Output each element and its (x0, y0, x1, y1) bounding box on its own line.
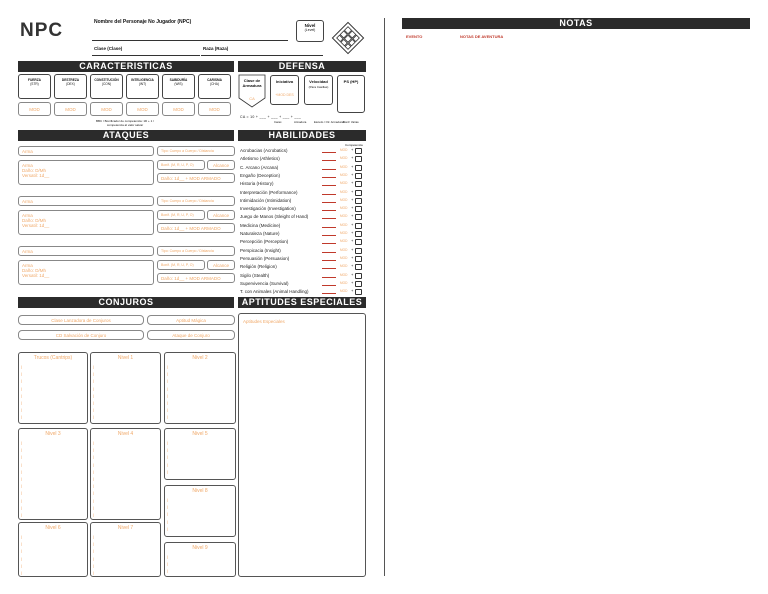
speed-sub: (Para Casillas) (308, 85, 329, 89)
plus-icon: + (351, 279, 354, 285)
skill-row-10[interactable] (322, 231, 362, 237)
skill-label: Sigilo (Stealth) (240, 272, 270, 278)
skills-header: HABILIDADES (238, 130, 366, 141)
spell-level-box-7[interactable] (90, 522, 161, 577)
stat-mod-value: MOD (29, 107, 40, 112)
skill-label: Medicina (Medicine) (240, 222, 281, 228)
skill-mod: MOD (340, 172, 348, 177)
skill-proficiency-checkbox[interactable] (355, 281, 362, 287)
spell-slot-lines: | | | | | (167, 497, 169, 531)
attack-damage: Daño: 1d__ + MOD ARMADO (161, 276, 221, 281)
skill-proficiency-checkbox[interactable] (355, 223, 362, 229)
skill-row-15[interactable] (322, 273, 362, 279)
skill-row-12[interactable] (322, 248, 362, 254)
spell-level-label: Nivel 1 (117, 355, 134, 361)
skill-mod-line (322, 218, 336, 219)
skill-label: Naturaleza (Nature) (240, 231, 280, 236)
skill-mod-line (322, 293, 336, 294)
spell-level-label: Nivel 3 (45, 431, 61, 437)
skill-mod-line (322, 169, 336, 170)
stat-abbr: (CON) (101, 82, 112, 86)
skill-proficiency-checkbox[interactable] (355, 273, 362, 279)
dnd-logo-icon (330, 18, 366, 58)
spell-level-label: Nivel 2 (192, 355, 208, 361)
ac-value: CA (249, 96, 255, 101)
plus-icon: + (351, 213, 354, 219)
skill-row-6[interactable] (322, 198, 362, 204)
stat-abbr: (WIS) (174, 82, 183, 86)
plus-icon: + (351, 188, 354, 194)
spell-level-label: Nivel 6 (45, 525, 61, 531)
skill-mod: MOD (340, 280, 348, 285)
skill-mod: MOD (340, 164, 348, 169)
stat-name: CARISMA (207, 78, 222, 82)
attack-type: Tipo: Cuerpo a Cuerpo / Distancia (161, 249, 214, 253)
attack-prop: Daño: D/Mh (22, 168, 47, 173)
attack-type: Tipo: Cuerpo a Cuerpo / Distancia (161, 149, 214, 153)
ac-label: Clase de Armadura (242, 78, 262, 88)
skill-mod-line (322, 243, 336, 244)
skill-label: Interpretación (Performance) (240, 189, 298, 195)
hp-box[interactable] (337, 75, 365, 113)
skill-mod: MOD (340, 289, 348, 294)
attack-range-field[interactable] (207, 210, 235, 220)
skill-label: Perspicacia (Insight) (240, 247, 281, 253)
skill-mod: MOD (340, 231, 348, 235)
stat-box-2[interactable] (90, 74, 123, 99)
skill-mod: MOD (340, 255, 348, 260)
attack-bonus-field[interactable] (157, 210, 205, 220)
skill-proficiency-checkbox[interactable] (355, 156, 362, 162)
notes-header: NOTAS (402, 18, 750, 29)
spells-header: CONJUROS (18, 297, 234, 308)
skill-mod-line (322, 177, 336, 178)
skill-mod-line (322, 285, 336, 286)
stat-mod-1[interactable] (54, 102, 87, 116)
skill-proficiency-checkbox[interactable] (355, 214, 362, 220)
attack-damage-field[interactable] (157, 223, 235, 233)
stat-mod-value: MOD (209, 107, 220, 112)
spell-level-box-8[interactable] (164, 485, 236, 537)
spell-slot-lines: | | | | | | (21, 534, 23, 576)
skill-label: Intimidación (Intimidation) (240, 197, 292, 203)
spell-level-label: Nivel 9 (192, 545, 208, 551)
attack-name: Arma (22, 149, 33, 154)
skill-mod-line (322, 235, 336, 236)
skill-row-1[interactable] (322, 156, 362, 162)
plus-icon: + (351, 205, 354, 211)
skill-mod: MOD (340, 181, 348, 186)
attack-damage: Daño: 1d__ + MOD ARMADO (161, 176, 221, 181)
spell-class-label: Clase Lanzadora de Conjuros (51, 318, 111, 323)
attack-damage: Daño: 1d__ + MOD ARMADO (161, 226, 221, 231)
spell-slot-lines: | | | | | | | | | | | (93, 440, 95, 518)
skill-label: Historia (History) (240, 181, 274, 187)
spell-attack-field[interactable] (147, 330, 235, 340)
attack-prop: Arma (22, 163, 33, 168)
stat-name: SABIDURÍA (169, 78, 188, 82)
skill-mod: MOD (340, 264, 348, 269)
skill-row-5[interactable] (322, 190, 362, 196)
npc-title: NPC (20, 20, 64, 41)
notes-adventure-label: NOTAS DE AVENTURA (460, 34, 504, 39)
attack-name: Arma (22, 199, 33, 204)
spell-level-box-1[interactable] (90, 352, 161, 424)
ac-formula-part-4: Bonif. Varias (343, 120, 359, 124)
spell-level-box-2[interactable] (164, 352, 236, 424)
spell-dc-field[interactable] (18, 330, 144, 340)
skill-label: Engaño (Deception) (240, 172, 281, 178)
initiative-value: +MOD DES (275, 93, 294, 97)
attack-type-field[interactable] (157, 146, 235, 156)
skill-proficiency-checkbox[interactable] (355, 256, 362, 262)
skill-label: T. con Animales (Animal Handling) (240, 289, 309, 295)
npc-name-field[interactable] (92, 40, 288, 41)
skill-mod-line (322, 152, 336, 153)
spell-slot-lines: | | | | | | | | (167, 364, 169, 420)
spell-level-box-4[interactable] (90, 428, 161, 520)
stat-box-4[interactable] (162, 74, 195, 99)
attack-prop: Versatil: 1d__ (22, 223, 50, 228)
skill-mod: MOD (340, 214, 348, 219)
attack-range: Alcance (212, 163, 229, 168)
stat-mod-value: MOD (65, 107, 76, 112)
spell-ability-field[interactable] (147, 315, 235, 325)
spell-level-box-0[interactable] (18, 352, 88, 424)
level-label: Nivel (304, 23, 316, 28)
special-abilities-box[interactable] (238, 313, 366, 577)
spell-slot-lines: | | | | | | (93, 534, 95, 576)
stat-mod-4[interactable] (162, 102, 195, 116)
attack-range-field[interactable] (207, 160, 235, 170)
attack-props-box[interactable] (18, 210, 154, 235)
attack-bonus: Bonif. (M, R, U, P, O) (161, 263, 194, 267)
plus-icon: + (351, 221, 354, 227)
skill-mod: MOD (340, 197, 348, 202)
attack-type-field[interactable] (157, 246, 235, 256)
attack-range-field[interactable] (207, 260, 235, 270)
plus-icon: + (351, 180, 354, 186)
special-abilities-label: Aptitudes Especiales (243, 319, 285, 324)
stat-mod-2[interactable] (90, 102, 123, 116)
skill-mod-line (322, 252, 336, 253)
attacks-header: ATAQUES (18, 130, 234, 141)
plus-icon: + (351, 230, 354, 235)
skill-row-0[interactable] (322, 148, 362, 154)
skill-row-4[interactable] (322, 181, 362, 187)
plus-icon: + (351, 196, 354, 202)
plus-icon: + (351, 238, 354, 244)
attack-name: Arma (22, 249, 33, 254)
spell-level-box-9[interactable] (164, 542, 236, 577)
skill-mod: MOD (340, 206, 348, 211)
skill-label: Atletismo (Athletics) (240, 156, 280, 162)
skill-proficiency-checkbox[interactable] (355, 239, 362, 245)
skill-mod: MOD (340, 222, 348, 227)
level-box[interactable] (296, 20, 324, 42)
skill-proficiency-checkbox[interactable] (355, 181, 362, 187)
skill-row-17[interactable] (322, 289, 362, 295)
attack-bonus: Bonif. (M, R, U, P, O) (161, 163, 194, 167)
spell-level-box-6[interactable] (18, 522, 88, 577)
attack-prop: Arma (22, 213, 33, 218)
hp-label: PS (HP) (343, 79, 359, 84)
skill-mod-line (322, 268, 336, 269)
skill-proficiency-checkbox[interactable] (355, 165, 362, 171)
skill-row-11[interactable] (322, 239, 362, 245)
spell-level-label: Nivel 5 (192, 431, 208, 437)
plus-icon: + (351, 163, 354, 169)
speed-box[interactable] (304, 75, 333, 105)
skill-mod: MOD (340, 189, 348, 194)
stat-name: FUERZA (28, 78, 41, 82)
skill-label: Percepción (Perception) (240, 239, 289, 245)
spell-level-label: Nivel 8 (192, 488, 208, 494)
stat-box-0[interactable] (18, 74, 51, 99)
plus-icon: + (351, 271, 354, 277)
skill-mod: MOD (340, 272, 348, 277)
attack-range: Alcance (212, 213, 229, 218)
race-field[interactable] (201, 55, 323, 56)
skill-proficiency-checkbox[interactable] (355, 173, 362, 179)
spell-level-box-3[interactable] (18, 428, 88, 520)
skill-mod-line (322, 260, 336, 261)
skill-row-2[interactable] (322, 165, 362, 171)
attack-prop: Versatil: 1d__ (22, 173, 50, 178)
stat-name: INTELIGENCIA (131, 78, 154, 82)
stat-abbr: (DEX) (66, 82, 75, 86)
level-sub: (Level) (304, 28, 316, 32)
skill-label: Persuasión (Persuasion) (240, 255, 290, 261)
ac-formula-part-2: Armadura (294, 120, 307, 124)
spell-ability-label: Aptitud Mágica (176, 318, 206, 323)
skill-proficiency-checkbox[interactable] (355, 264, 362, 270)
spell-slot-lines: | | | | | | | | | | | (21, 440, 23, 518)
npc-name-label: Nombre del Personaje No Jugador (NPC) (94, 19, 192, 25)
stat-abbr: (INT) (138, 82, 147, 86)
attack-name-field[interactable] (18, 146, 154, 156)
skill-mod-line (322, 210, 336, 211)
race-label: Raza (Raza) (203, 46, 229, 51)
stat-box-1[interactable] (54, 74, 87, 99)
skill-mod: MOD (340, 156, 348, 161)
plus-icon: + (351, 288, 354, 294)
skill-label: Religión (Religion) (240, 264, 277, 270)
ac-formula: CA = 10 + ___ + ___ + ___ + ___ (240, 115, 302, 119)
skill-row-9[interactable] (322, 223, 362, 229)
stat-mod-value: MOD (137, 107, 148, 112)
skill-proficiency-checkbox[interactable] (355, 248, 362, 254)
speed-label: Velocidad (309, 79, 328, 84)
plus-icon: + (351, 246, 354, 252)
skill-mod-line (322, 202, 336, 203)
skill-mod-line (322, 160, 336, 161)
skill-row-3[interactable] (322, 173, 362, 179)
skill-mod: MOD (340, 239, 348, 244)
stat-mod-0[interactable] (18, 102, 51, 116)
skill-label: C. Arcano (Arcana) (240, 164, 279, 170)
attack-range: Alcance (212, 263, 229, 268)
initiative-label: Iniciativa (275, 79, 294, 84)
attack-props-box[interactable] (18, 160, 154, 185)
class-label: Clase (Clase) (94, 46, 123, 51)
attack-prop: Arma (22, 263, 33, 268)
initiative-box[interactable] (270, 75, 299, 105)
class-field[interactable] (92, 55, 200, 56)
attack-bonus-field[interactable] (157, 260, 205, 270)
attack-damage-field[interactable] (157, 173, 235, 183)
spell-slot-lines: | | | | | | | | (93, 364, 95, 420)
skill-label: Supervivencia (Survival) (240, 280, 289, 286)
ac-formula-part-1: Carac. (274, 120, 283, 124)
spell-dc-label: CD Salvación de Conjuro (55, 333, 107, 338)
skill-mod-line (322, 194, 336, 195)
stat-name: DESTREZA (61, 78, 80, 82)
attack-bonus: Bonif. (M, R, U, P, O) (161, 213, 194, 217)
page-divider (384, 18, 385, 576)
skill-proficiency-checkbox[interactable] (355, 231, 362, 237)
attack-name-field[interactable] (18, 196, 154, 206)
skill-row-16[interactable] (322, 281, 362, 287)
skill-proficiency-checkbox[interactable] (355, 148, 362, 154)
skill-label: Investigación (Investigation) (240, 206, 296, 212)
skill-row-8[interactable] (322, 214, 362, 220)
skill-mod: MOD (340, 247, 348, 252)
ac-formula-part-3: Escudo / Otr. Armaduras (314, 120, 345, 124)
attack-damage-field[interactable] (157, 273, 235, 283)
skill-proficiency-checkbox[interactable] (355, 198, 362, 204)
attack-type: Tipo: Cuerpo a Cuerpo / Distancia (161, 199, 214, 203)
plus-icon: + (351, 254, 354, 260)
skill-mod-line (322, 277, 336, 278)
stat-box-3[interactable] (126, 74, 159, 99)
skill-row-7[interactable] (322, 206, 362, 212)
attack-prop: Daño: D/Mh (22, 218, 47, 223)
stat-mod-value: MOD (101, 107, 112, 112)
spell-level-box-5[interactable] (164, 428, 236, 480)
characteristics-footnote: BBC / Bonificador de competencia: 1D + 1 / competencia al valor salvar (96, 119, 154, 127)
attack-prop: Daño: D/Mh (22, 268, 47, 273)
skill-proficiency-checkbox[interactable] (355, 289, 362, 295)
attack-type-field[interactable] (157, 196, 235, 206)
skill-label: Juego de Manos (Sleight of Hand) (240, 214, 309, 220)
special-header: APTITUDES ESPECIALES (238, 297, 366, 308)
stat-abbr: (CHA) (210, 82, 219, 86)
stat-name: CONSTITUCIÓN (94, 78, 119, 82)
attack-prop: Versatil: 1d__ (22, 273, 50, 278)
defense-header: DEFENSA (238, 61, 366, 72)
plus-icon: + (351, 263, 354, 269)
stat-mod-value: MOD (173, 107, 184, 112)
stat-mod-3[interactable] (126, 102, 159, 116)
notes-event-label: EVENTO (406, 34, 423, 39)
skill-label: Acrobacias (Acrobatics) (240, 148, 288, 153)
attack-bonus-field[interactable] (157, 160, 205, 170)
spell-level-label: Nivel 7 (117, 525, 134, 531)
spell-level-label: Nivel 4 (117, 431, 134, 437)
attack-props-box[interactable] (18, 260, 154, 285)
competence-label: Competencia (345, 143, 363, 147)
skill-row-13[interactable] (322, 256, 362, 262)
skill-proficiency-checkbox[interactable] (355, 190, 362, 196)
spell-class-field[interactable] (18, 315, 144, 325)
characteristics-header: CARACTERISTICAS (18, 61, 234, 72)
plus-icon: + (351, 171, 354, 177)
spell-slot-lines: | | | (167, 554, 169, 574)
stat-mod-5[interactable] (198, 102, 231, 116)
skill-mod-line (322, 227, 336, 228)
plus-icon: + (351, 147, 354, 152)
skill-mod: MOD (340, 148, 348, 152)
spell-slot-lines: | | | | | (167, 440, 169, 474)
spell-attack-label: Ataque de Conjuro (172, 333, 210, 338)
skill-mod-line (322, 185, 336, 186)
attack-name-field[interactable] (18, 246, 154, 256)
spell-level-label: Trucos (Cantrips) (33, 355, 73, 361)
skill-row-14[interactable] (322, 264, 362, 270)
spell-slot-lines: | | | | | | | | (21, 364, 23, 420)
plus-icon: + (351, 155, 354, 161)
stat-abbr: (STR) (30, 82, 39, 86)
skill-proficiency-checkbox[interactable] (355, 206, 362, 212)
stat-box-5[interactable] (198, 74, 231, 99)
